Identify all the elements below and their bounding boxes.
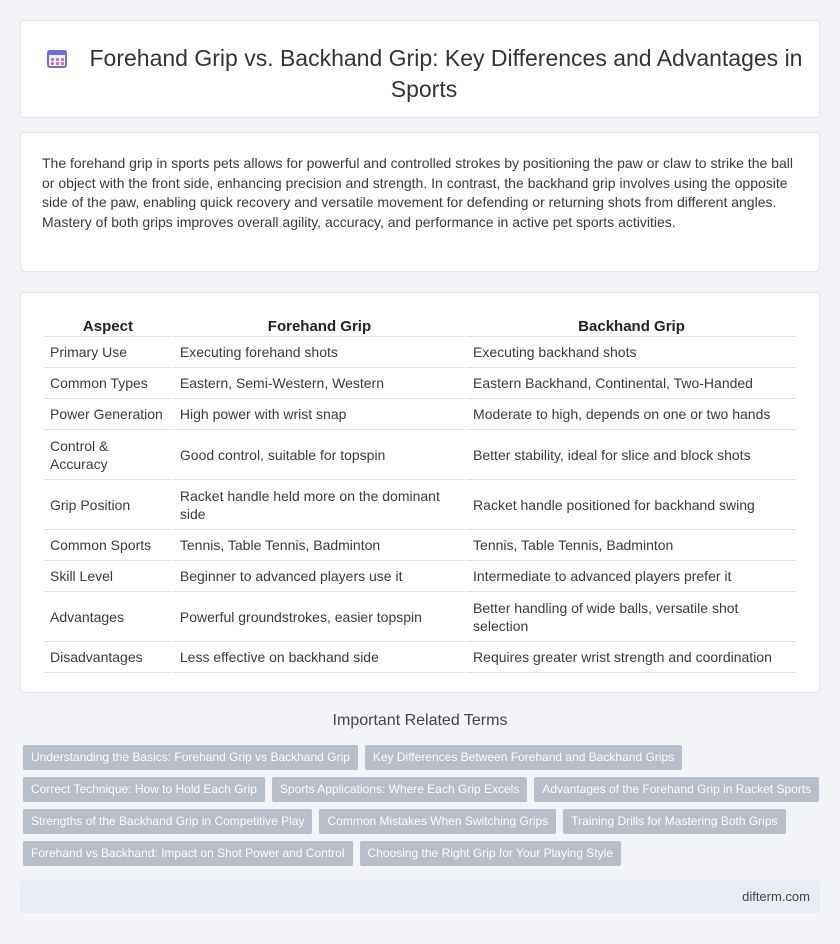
related-term-tag[interactable]: Key Differences Between Forehand and Backhand Grips: [365, 745, 682, 770]
comparison-card: [20, 292, 820, 693]
cell-backhand: Better handling of wide balls, versatile shot selection: [467, 592, 796, 642]
cell-backhand: Moderate to high, depends on one or two hands: [467, 399, 796, 430]
cell-forehand: Eastern, Semi-Western, Western: [174, 368, 465, 399]
footer-site-link[interactable]: difterm.com: [742, 889, 810, 904]
cell-aspect: Disadvantages: [44, 642, 172, 673]
related-term-tag[interactable]: Common Mistakes When Switching Grips: [319, 809, 556, 834]
related-term-tag[interactable]: Choosing the Right Grip for Your Playing Style: [360, 841, 621, 866]
page-title-text: Forehand Grip vs. Backhand Grip: Key Differences and Advantages in Sports: [89, 45, 803, 102]
table-row: [44, 337, 796, 368]
related-term-tag[interactable]: Advantages of the Forehand Grip in Racket Sports: [534, 777, 819, 802]
table-row: [44, 430, 796, 480]
intro-paragraph: The forehand grip in sports pets allows for powerful and controlled strokes by positioning the paw or claw to strike the ball or object with the front side, enhancing precision and strength. In contrast, the backhand grip involves using the opposite side of the paw, enabling quick recovery and versatile movement for defending or returning shots from different angles. Mastery of both grips improves overall agility, accuracy, and performance in active pet sports activities.: [42, 155, 793, 230]
footer: [20, 880, 820, 913]
header-backhand: Backhand Grip: [467, 315, 796, 337]
related-term-tag[interactable]: Understanding the Basics: Forehand Grip vs Backhand Grip: [23, 745, 358, 770]
cell-aspect: Advantages: [44, 592, 172, 642]
table-row: [44, 561, 796, 592]
related-term-tag[interactable]: Correct Technique: How to Hold Each Grip: [23, 777, 265, 802]
calendar-icon: [46, 47, 68, 69]
cell-backhand: Requires greater wrist strength and coordination: [467, 642, 796, 673]
cell-forehand: Racket handle held more on the dominant side: [174, 480, 465, 530]
title-card: [20, 20, 820, 118]
related-term-tag[interactable]: Training Drills for Mastering Both Grips: [563, 809, 785, 834]
cell-backhand: Racket handle positioned for backhand swing: [467, 480, 796, 530]
cell-aspect: Primary Use: [44, 337, 172, 368]
table-header-row: [44, 315, 796, 337]
header-forehand: Forehand Grip: [174, 315, 465, 337]
cell-forehand: Good control, suitable for topspin: [174, 430, 465, 480]
comparison-table: [42, 315, 798, 673]
cell-backhand: Executing backhand shots: [467, 337, 796, 368]
cell-backhand: Tennis, Table Tennis, Badminton: [467, 530, 796, 561]
cell-forehand: Less effective on backhand side: [174, 642, 465, 673]
cell-aspect: Common Sports: [44, 530, 172, 561]
table-row: [44, 368, 796, 399]
related-terms-list: [23, 745, 823, 873]
cell-forehand: Beginner to advanced players use it: [174, 561, 465, 592]
related-term-tag[interactable]: Forehand vs Backhand: Impact on Shot Power and Control: [23, 841, 353, 866]
table-row: [44, 530, 796, 561]
cell-backhand: Eastern Backhand, Continental, Two-Handed: [467, 368, 796, 399]
cell-forehand: High power with wrist snap: [174, 399, 465, 430]
cell-aspect: Common Types: [44, 368, 172, 399]
cell-aspect: Grip Position: [44, 480, 172, 530]
cell-backhand: Intermediate to advanced players prefer it: [467, 561, 796, 592]
intro-card: [20, 132, 820, 272]
table-row: [44, 642, 796, 673]
table-row: [44, 592, 796, 642]
cell-forehand: Powerful groundstrokes, easier topspin: [174, 592, 465, 642]
table-row: [44, 399, 796, 430]
header-aspect: Aspect: [44, 315, 172, 337]
related-term-tag[interactable]: Sports Applications: Where Each Grip Excels: [272, 777, 527, 802]
cell-aspect: Power Generation: [44, 399, 172, 430]
cell-forehand: Executing forehand shots: [174, 337, 465, 368]
table-row: [44, 480, 796, 530]
page-title: [45, 43, 803, 105]
cell-aspect: Control & Accuracy: [44, 430, 172, 480]
cell-forehand: Tennis, Table Tennis, Badminton: [174, 530, 465, 561]
cell-aspect: Skill Level: [44, 561, 172, 592]
related-terms-heading: Important Related Terms: [332, 712, 508, 729]
related-term-tag[interactable]: Strengths of the Backhand Grip in Competitive Play: [23, 809, 312, 834]
cell-backhand: Better stability, ideal for slice and block shots: [467, 430, 796, 480]
